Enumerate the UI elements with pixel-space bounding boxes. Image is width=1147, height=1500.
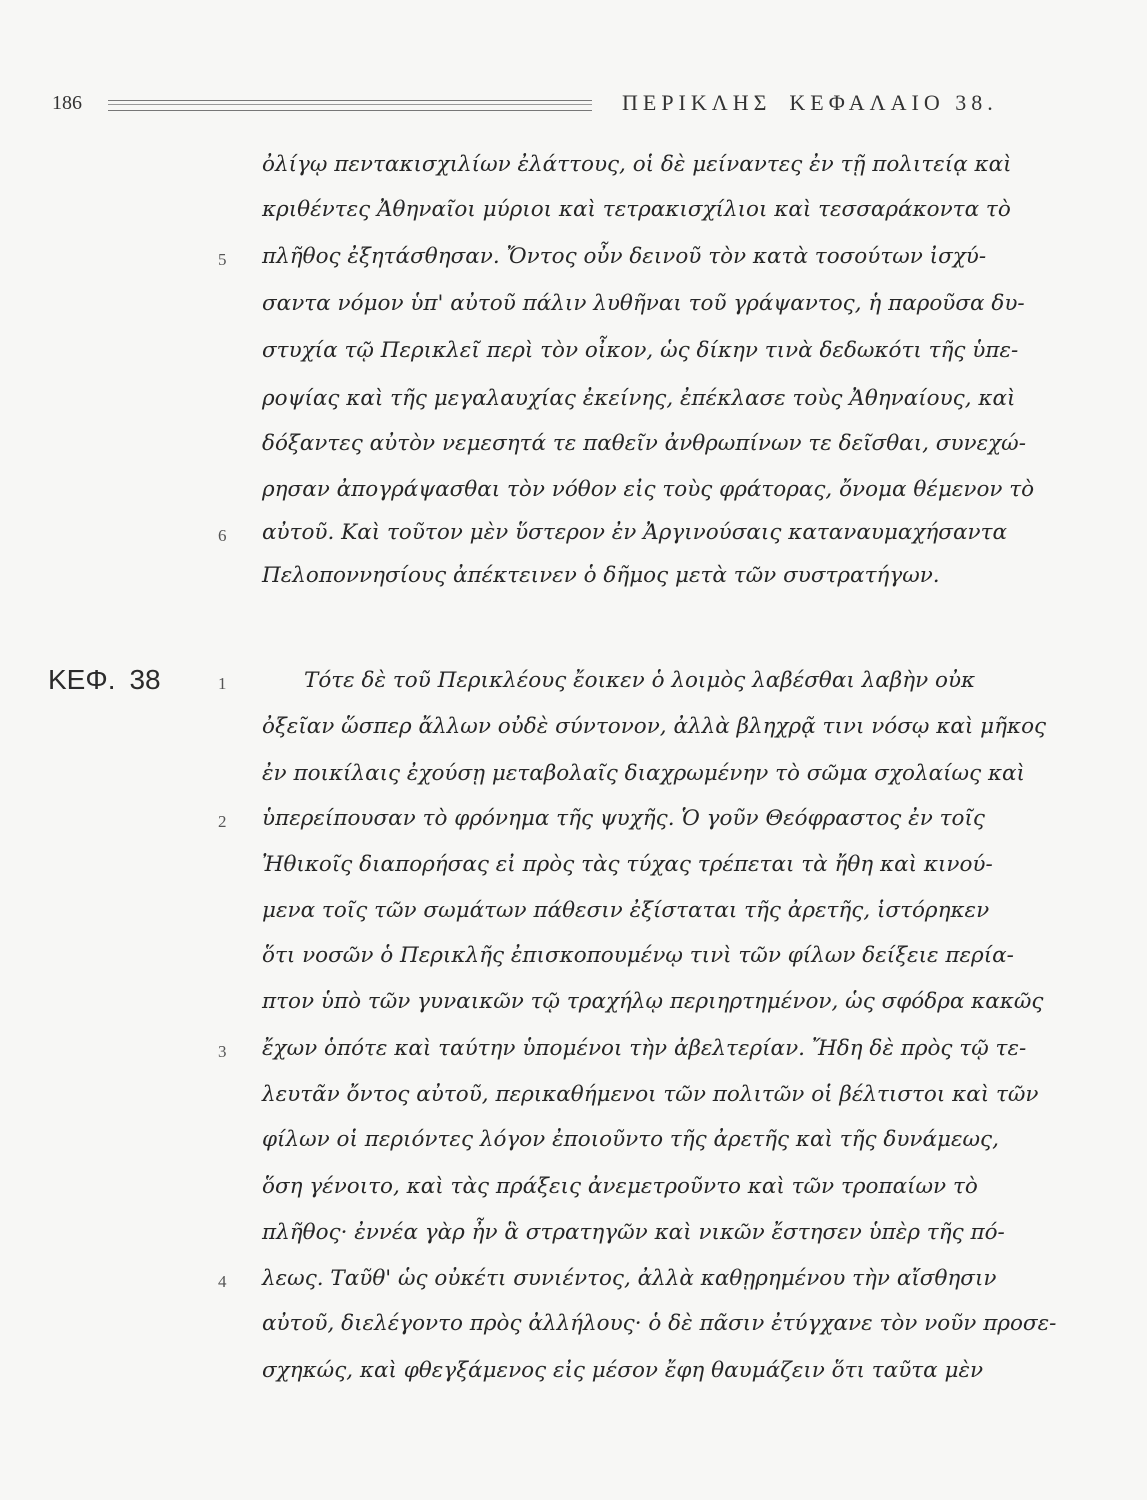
chapter-marker (48, 664, 161, 696)
text-line: ρησαν ἀπογράψασθαι τὸν νόθον εἰς τοὺς φράτορας, ὄνομα θέμενον τὸ (262, 477, 1035, 502)
chapter-prefix: ΚΕΦ. (48, 664, 116, 695)
text-line: ὀξεῖαν ὥσπερ ἄλλων οὐδὲ σύντονον, ἀλλὰ βληχρᾷ τινι νόσῳ καὶ μῆκος (262, 714, 1047, 739)
text-line: αὐτοῦ, διελέγοντο πρὸς ἀλλήλους· ὁ δὲ πᾶσιν ἐτύγχανε τὸν νοῦν προσε- (262, 1311, 1057, 1336)
text-line: Πελοποννησίους ἀπέκτεινεν ὁ δῆμος μετὰ τῶν συστρατήγων. (262, 563, 940, 588)
section-number: 3 (218, 1042, 227, 1061)
header-rule (108, 100, 592, 111)
text-line: κριθέντες Ἀθηναῖοι μύριοι καὶ τετρακισχίλιοι καὶ τεσσαράκοντα τὸ (262, 197, 1011, 222)
text-line: ἔχων ὁπότε καὶ ταύτην ὑπομένοι τὴν ἀβελτερίαν. Ἤδη δὲ πρὸς τῷ τε- (262, 1036, 1027, 1061)
text-line: στυχία τῷ Περικλεῖ περὶ τὸν οἶκον, ὡς δίκην τινὰ δεδωκότι τῆς ὑπε- (262, 338, 1019, 363)
section-number: 4 (218, 1272, 227, 1291)
text-line: φίλων οἱ περιόντες λόγον ἐποιοῦντο τῆς ἀρετῆς καὶ τῆς δυνάμεως, (262, 1127, 999, 1152)
text-line: Τότε δὲ τοῦ Περικλέους ἔοικεν ὁ λοιμὸς λαβέσθαι λαβὴν οὐκ (304, 668, 976, 693)
running-title (622, 90, 998, 116)
text-line: ὅση γένοιτο, καὶ τὰς πράξεις ἀνεμετροῦντο καὶ τῶν τροπαίων τὸ (262, 1174, 978, 1199)
text-line: σαντα νόμον ὑπ' αὐτοῦ πάλιν λυθῆναι τοῦ γράψαντος, ἡ παροῦσα δυ- (262, 291, 1025, 316)
page-number: 186 (52, 92, 82, 114)
text-line: λευτᾶν ὄντος αὐτοῦ, περικαθήμενοι τῶν πολιτῶν οἱ βέλτιστοι καὶ τῶν (262, 1082, 1039, 1107)
text-line: ὅτι νοσῶν ὁ Περικλῆς ἐπισκοπουμένῳ τινὶ τῶν φίλων δείξειε περία- (262, 943, 1014, 968)
text-line: ὀλίγῳ πεντακισχιλίων ἐλάττους, οἱ δὲ μείναντες ἐν τῇ πολιτείᾳ καὶ (262, 152, 1012, 177)
text-line: σχηκώς, καὶ φθεγξάμενος εἰς μέσον ἔφη θαυμάζειν ὅτι ταῦτα μὲν (262, 1358, 984, 1383)
section-number: 1 (218, 674, 227, 693)
text-line: λεως. Ταῦθ' ὡς οὐκέτι συνιέντος, ἀλλὰ καθῃρημένου τὴν αἴσθησιν (262, 1266, 997, 1291)
section-number: 6 (218, 526, 227, 545)
chapter-number: 38 (129, 664, 161, 695)
text-line: ὑπερείπουσαν τὸ φρόνημα τῆς ψυχῆς. Ὁ γοῦν Θεόφραστος ἐν τοῖς (262, 806, 985, 831)
running-title-name: ΠΕΡΙΚΛΗΣ (622, 90, 772, 115)
text-line: πλῆθος ἐξητάσθησαν. Ὄντος οὖν δεινοῦ τὸν κατὰ τοσούτων ἰσχύ- (262, 244, 987, 269)
section-number: 5 (218, 250, 227, 269)
page-header (0, 84, 1147, 124)
text-line: ροψίας καὶ τῆς μεγαλαυχίας ἐκείνης, ἐπέκλασε τοὺς Ἀθηναίους, καὶ (262, 386, 1016, 411)
running-title-chapter: ΚΕΦΑΛΑΙΟ 38. (789, 90, 998, 115)
text-line: ἐν ποικίλαις ἐχούσῃ μεταβολαῖς διαχρωμένην τὸ σῶμα σχολαίως καὶ (262, 761, 1025, 786)
text-line: δόξαντες αὐτὸν νεμεσητά τε παθεῖν ἀνθρωπίνων τε δεῖσθαι, συνεχώ- (262, 431, 1026, 456)
text-line: μενα τοῖς τῶν σωμάτων πάθεσιν ἐξίσταται τῆς ἀρετῆς, ἱστόρηκεν (262, 898, 990, 923)
text-line: πτον ὑπὸ τῶν γυναικῶν τῷ τραχήλῳ περιηρτημένον, ὡς σφόδρα κακῶς (262, 989, 1044, 1014)
section-number: 2 (218, 812, 227, 831)
text-line: Ἠθικοῖς διαπορήσας εἰ πρὸς τὰς τύχας τρέπεται τὰ ἤθη καὶ κινού- (262, 852, 993, 877)
text-line: αὐτοῦ. Καὶ τοῦτον μὲν ὕστερον ἐν Ἀργινούσαις καταναυμαχήσαντα (262, 520, 1007, 545)
text-line: πλῆθος· ἐννέα γὰρ ἦν ἃ στρατηγῶν καὶ νικῶν ἔστησεν ὑπὲρ τῆς πό- (262, 1220, 1005, 1245)
